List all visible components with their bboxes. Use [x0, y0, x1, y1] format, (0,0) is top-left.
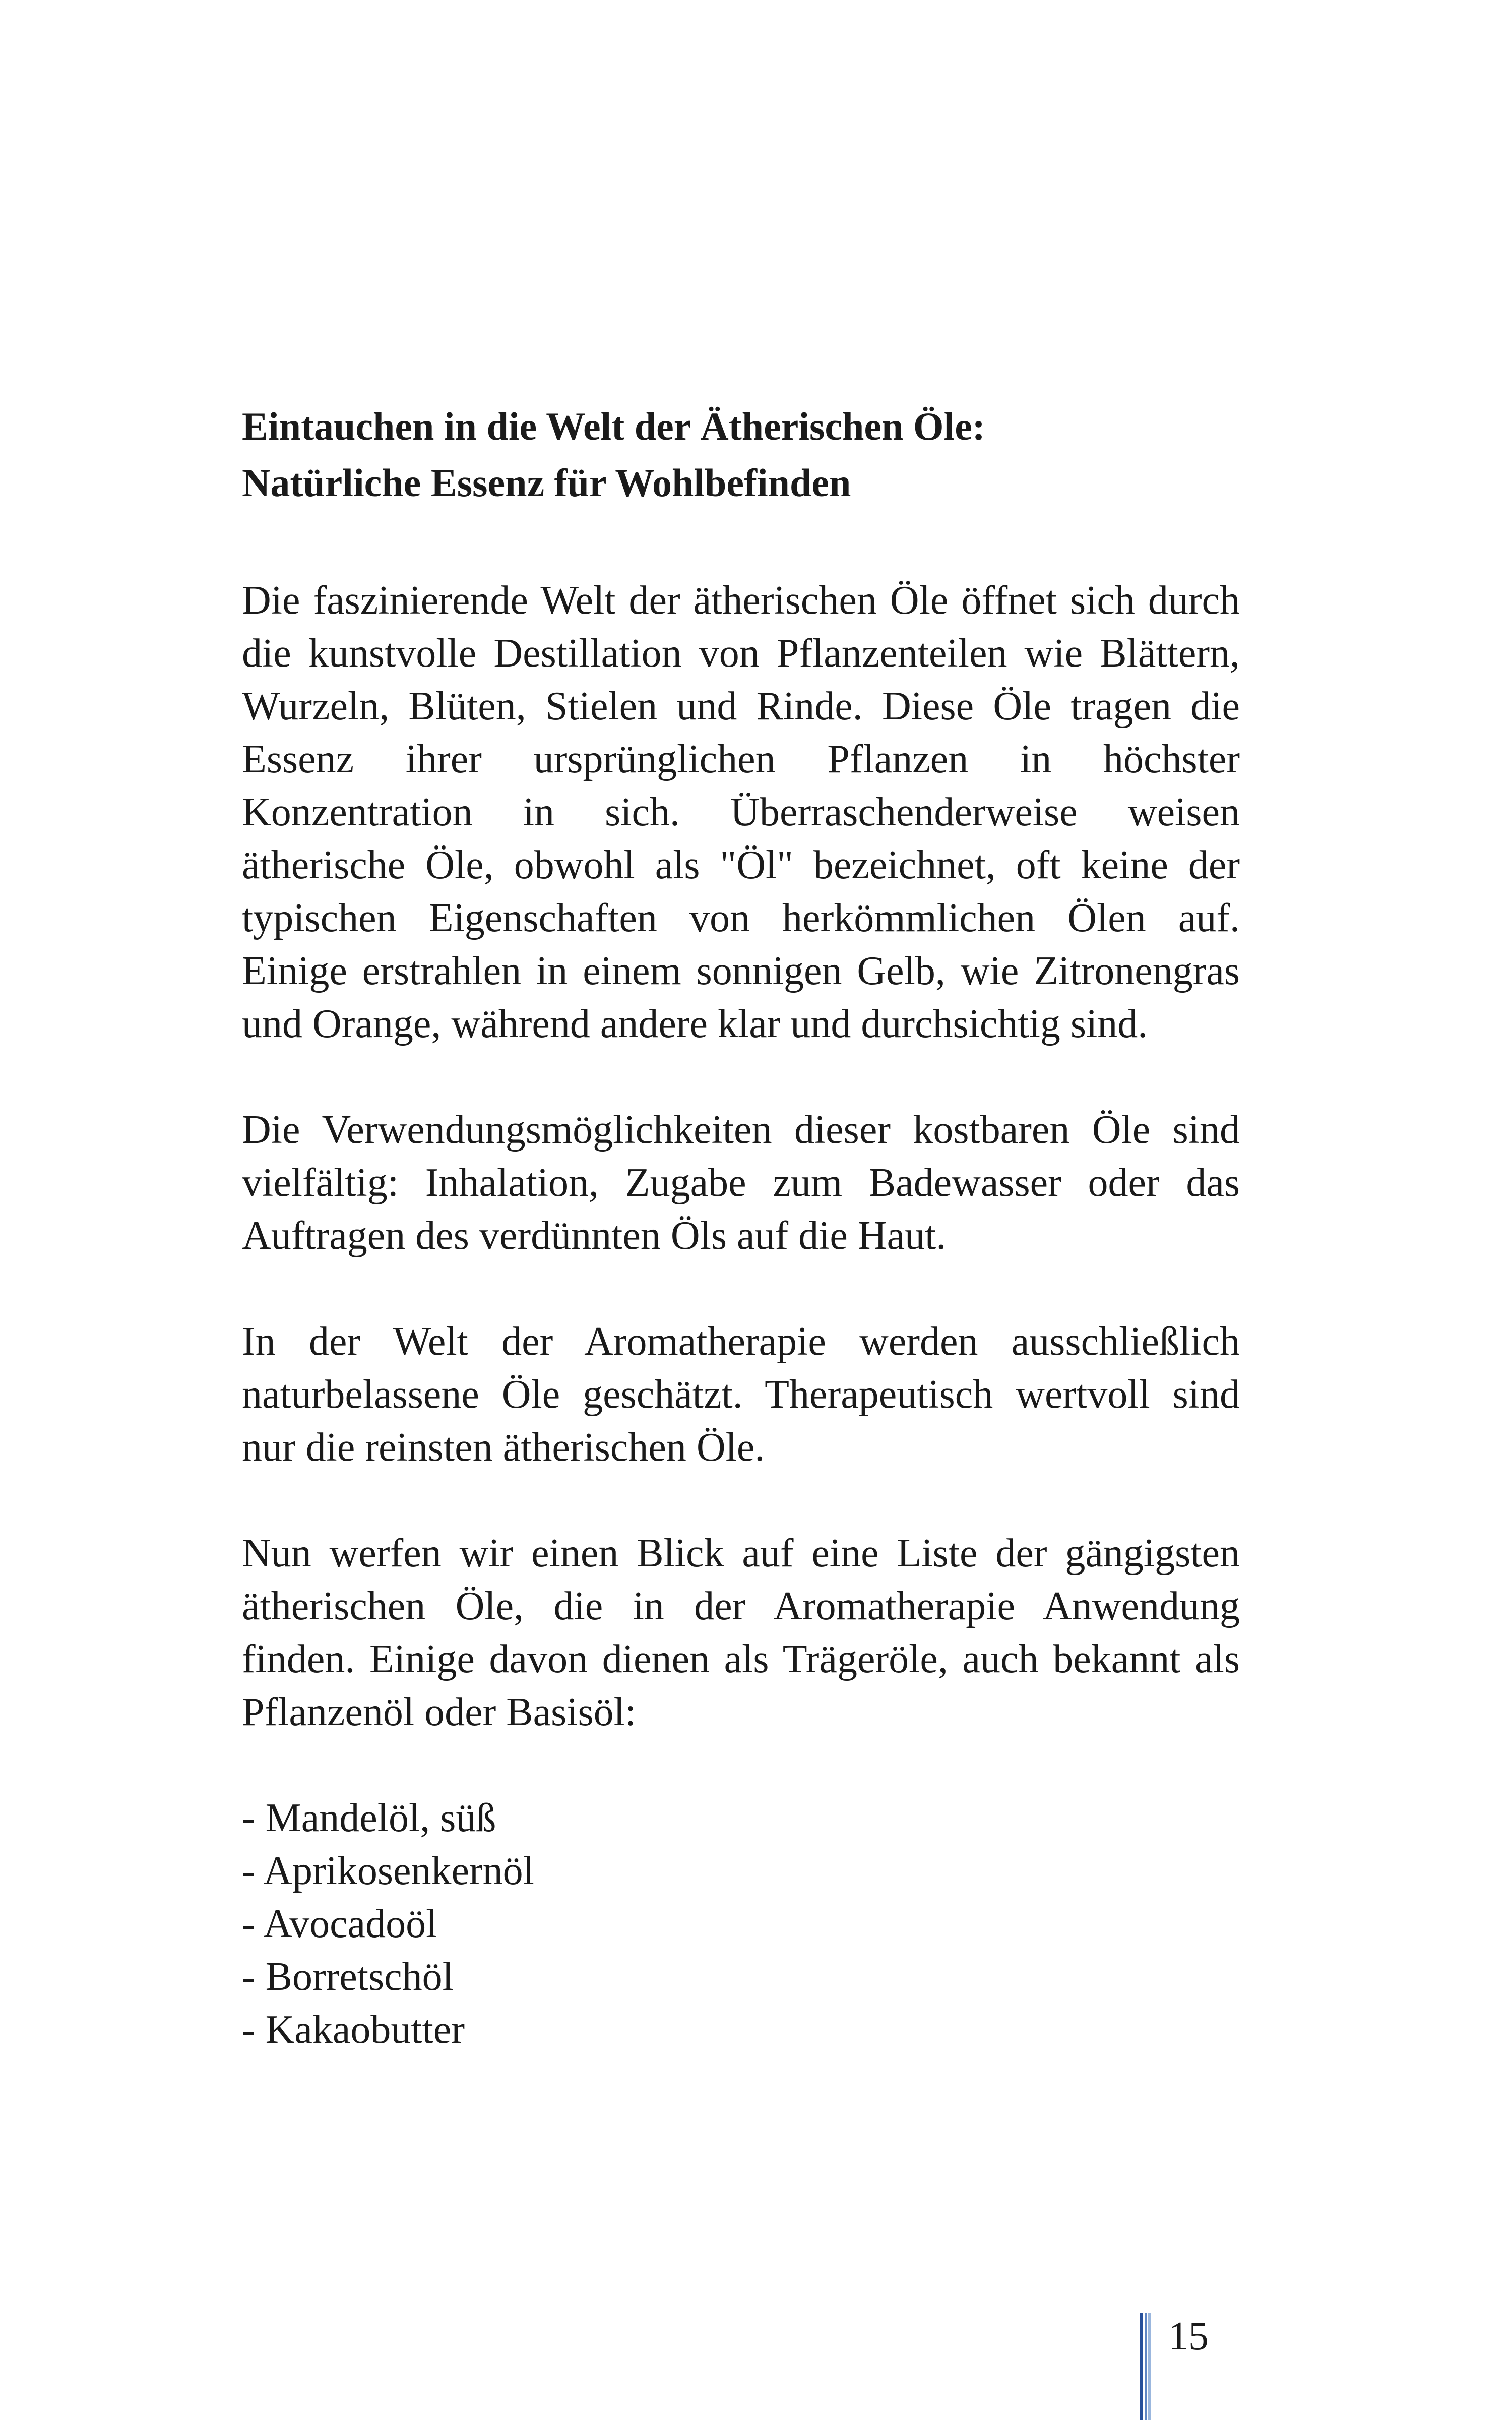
page-content: [242, 398, 1240, 2056]
paragraph-intro: Die faszinierende Welt der ätherischen Öle öffnet sich durch die kunstvolle Destillation von Pflanzenteilen wie Blättern, Wurzeln, Blüten, Stielen und Rinde. Diese Öle tragen die Essenz ihrer ursprünglichen Pflanzen in höchster Konzentration in sich. Überraschenderweise weisen ätherische Öle, obwohl als "Öl" bezeichnet, oft keine der typischen Eigenschaften von herkömmlichen Ölen auf. Einige erstrahlen in einem sonnigen Gelb, wie Zitronengras und Orange, während andere klar und durchsichtig sind.: [242, 578, 1240, 1046]
rule-line-light: [1148, 2313, 1151, 2420]
spacer: [242, 1474, 1240, 1527]
page-number: 15: [1168, 2314, 1209, 2358]
chapter-heading-line-2: Natürliche Essenz für Wohlbefinden: [242, 461, 851, 505]
rule-line-dark: [1140, 2313, 1143, 2420]
rule-line-mid: [1145, 2313, 1147, 2420]
carrier-oil-list: [242, 1792, 1240, 2056]
spacer: [242, 511, 1240, 574]
list-item: - Aprikosenkernöl: [242, 1849, 534, 1893]
spacer: [242, 1739, 1240, 1792]
list-item: - Borretschöl: [242, 1955, 454, 1999]
paragraph-usage: Die Verwendungsmöglichkeiten dieser kostbaren Öle sind vielfältig: Inhalation, Zugabe zum Badewasser oder das Auftragen des verdünnten Öls auf die Haut.: [242, 1108, 1240, 1258]
list-item: - Avocadoöl: [242, 1902, 437, 1946]
chapter-heading-line-1: Eintauchen in die Welt der Ätherischen Öle:: [242, 404, 985, 448]
spacer: [242, 1262, 1240, 1315]
list-item: - Kakaobutter: [242, 2008, 465, 2052]
chapter-heading: [242, 398, 1240, 511]
spacer: [242, 1051, 1240, 1104]
list-item: - Mandelöl, süß: [242, 1796, 496, 1840]
paragraph-aromatherapy: In der Welt der Aromatherapie werden ausschließlich naturbelassene Öle geschätzt. Therapeutisch wertvoll sind nur die reinsten ätherischen Öle.: [242, 1319, 1240, 1470]
paragraph-list-intro: Nun werfen wir einen Blick auf eine Liste der gängigsten ätherischen Öle, die in der Aromatherapie Anwendung finden. Einige davon dienen als Trägeröle, auch bekannt als Pflanzenöl oder Basisöl:: [242, 1531, 1240, 1734]
page-number-rule: [1140, 2313, 1151, 2420]
